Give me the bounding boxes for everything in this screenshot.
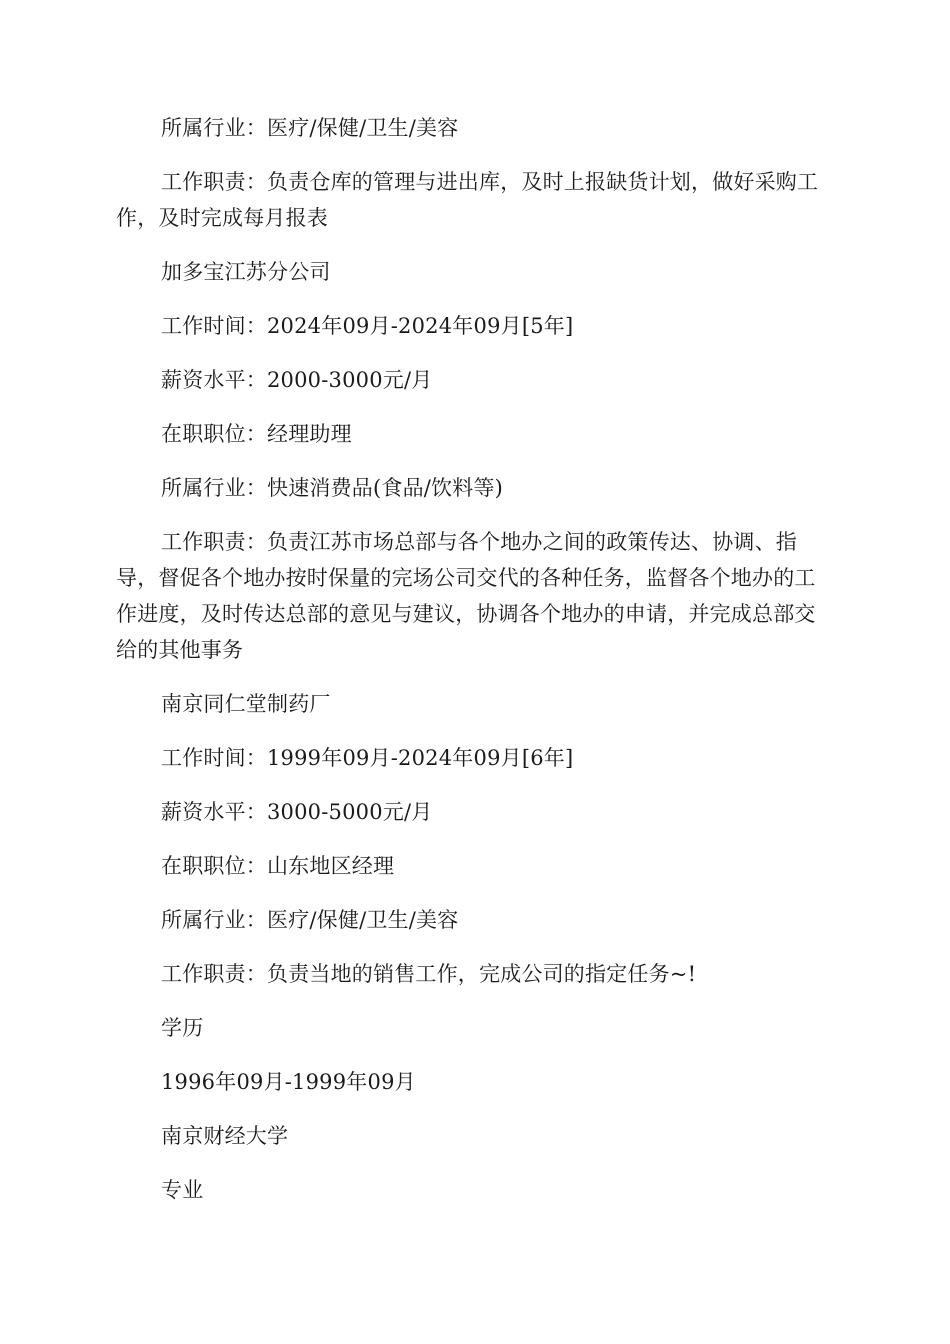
industry-line: 所属行业：医疗/保健/卫生/美容: [161, 116, 459, 140]
position-line: 在职职位：山东地区经理: [161, 854, 395, 878]
position-line: 在职职位：经理助理: [161, 422, 352, 446]
industry-line: 所属行业：快速消费品(食品/饮料等): [161, 476, 504, 500]
duties-paragraph: 工作职责：负责仓库的管理与进出库，及时上报缺货计划，做好采购工作，及时完成每月报表: [116, 170, 819, 230]
section-heading-major: 专业: [161, 1178, 204, 1202]
work-period: 工作时间：1999年09月-2024年09月[6年]: [161, 746, 574, 770]
salary-line: 薪资水平：3000-5000元/月: [161, 800, 433, 824]
education-period: 1996年09月-1999年09月: [161, 1070, 416, 1094]
duties-paragraph: 工作职责：负责江苏市场总部与各个地办之间的政策传达、协调、指导，督促各个地办按时保量的完场公司交代的各种任务，监督各个地办的工作进度，及时传达总部的意见与建议，协调各个地办的申请，并完成总部交给的其他事务: [116, 530, 816, 662]
section-heading-education: 学历: [161, 1016, 204, 1040]
school-name: 南京财经大学: [161, 1124, 289, 1148]
salary-line: 薪资水平：2000-3000元/月: [161, 368, 433, 392]
industry-line: 所属行业：医疗/保健/卫生/美容: [161, 908, 459, 932]
work-period: 工作时间：2024年09月-2024年09月[5年]: [161, 314, 574, 338]
document-body: [116, 110, 834, 1208]
company-name: 加多宝江苏分公司: [161, 260, 331, 284]
duties-paragraph: 工作职责：负责当地的销售工作，完成公司的指定任务~!: [161, 962, 697, 986]
company-name: 南京同仁堂制药厂: [161, 692, 331, 716]
